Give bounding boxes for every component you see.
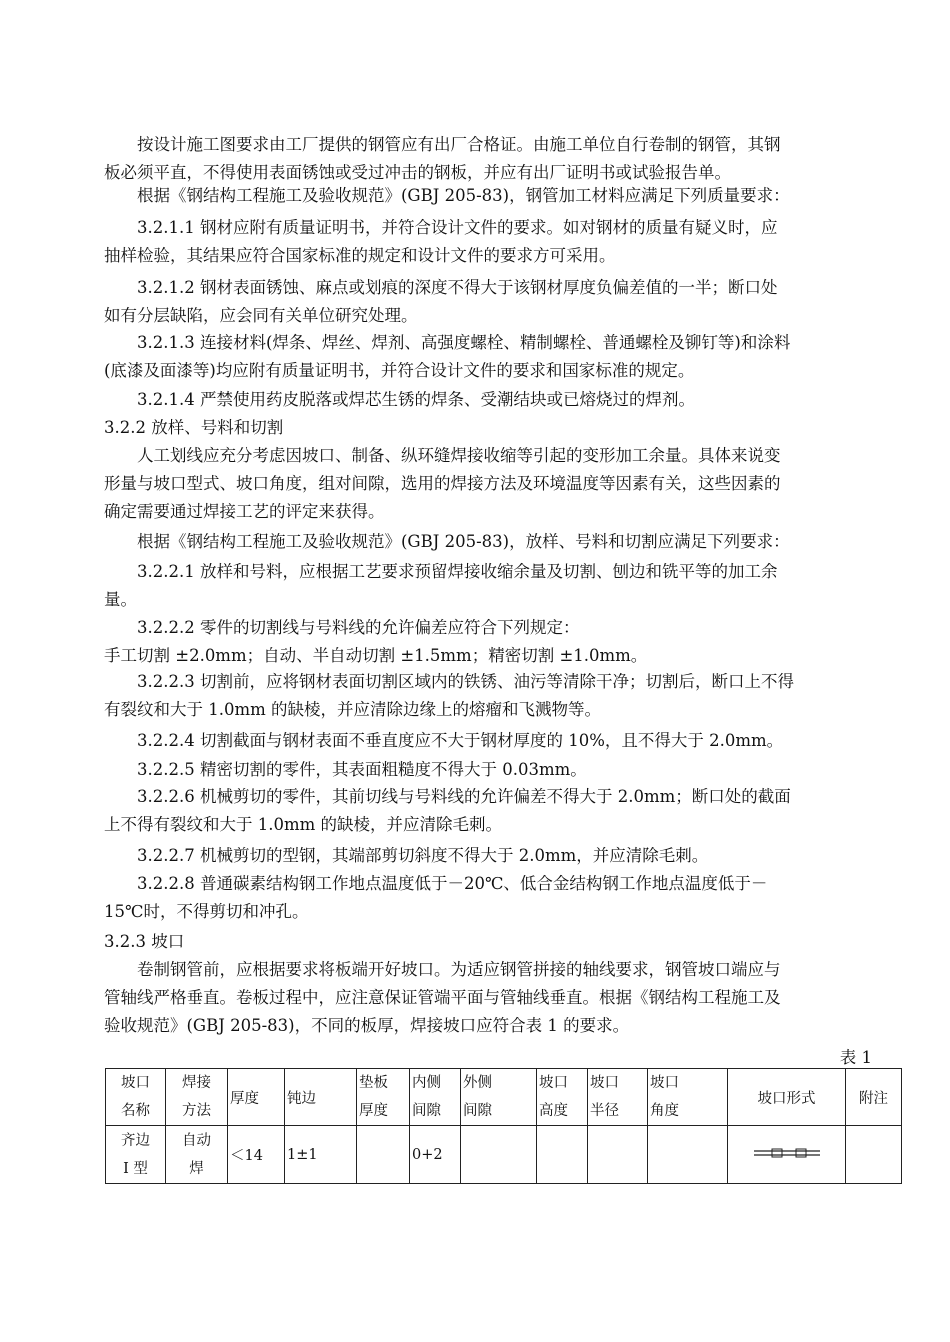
- table-cell-text: I 型: [123, 1160, 148, 1177]
- table-header-cell: [537, 1069, 588, 1126]
- groove-table: [105, 1068, 902, 1184]
- table-row: [106, 1126, 902, 1184]
- table-cell-text: 齐边: [121, 1132, 150, 1149]
- paragraph-line: 3.2.1.3 连接材料(焊条、焊丝、焊剂、高强度螺栓、精制螺栓、普通螺栓及铆钉等)和涂料: [104, 333, 791, 352]
- table-header-cell: [461, 1069, 537, 1126]
- table-header-text: 内侧: [412, 1075, 441, 1091]
- table-header-row: [106, 1069, 902, 1126]
- table-header-text: 名称: [121, 1103, 150, 1119]
- table-header-text: 间隙: [463, 1103, 492, 1119]
- paragraph-line: 根据《钢结构工程施工及验收规范》(GBJ 205-83)，钢管加工材料应满足下列质量要求：: [104, 186, 790, 205]
- table-cell: [166, 1126, 228, 1184]
- table-cell: [648, 1126, 728, 1184]
- paragraph-line: 卷制钢管前，应根据要求将板端开好坡口。为适应钢管拼接的轴线要求，钢管坡口端应与: [104, 960, 781, 979]
- paragraph-line: 3.2.2.6 机械剪切的零件，其前切线与号料线的允许偏差不得大于 2.0mm；断口处的截面: [104, 787, 791, 806]
- table-cell: [588, 1126, 648, 1184]
- table-header-cell: [648, 1069, 728, 1126]
- table-header-text: 坡口形式: [757, 1090, 816, 1107]
- table-header-text: 外侧: [463, 1075, 492, 1091]
- paragraph-line: 板必须平直，不得使用表面锈蚀或受过冲击的钢板，并应有出厂证明书或试验报告单。: [104, 163, 731, 182]
- paragraph-line: 3.2.1.2 钢材表面锈蚀、麻点或划痕的深度不得大于该钢材厚度负偏差值的一半；断口处: [104, 278, 778, 297]
- table-cell: [228, 1126, 285, 1184]
- table-cell: [410, 1126, 461, 1184]
- paragraph-line: 有裂纹和大于 1.0mm 的缺棱，并应清除边缘上的熔瘤和飞溅物等。: [104, 700, 602, 719]
- table-header-cell: [285, 1069, 357, 1126]
- table-cell: [537, 1126, 588, 1184]
- groove-symbol-icon: [752, 1146, 822, 1160]
- table-header-text: 钝边: [287, 1090, 316, 1107]
- paragraph-line: 3.2.2.4 切割截面与钢材表面不垂直度应不大于钢材厚度的 10%，且不得大于 2.0mm。: [104, 731, 784, 750]
- table-header-cell: [846, 1069, 902, 1126]
- paragraph-line: 抽样检验，其结果应符合国家标准的规定和设计文件的要求方可采用。: [104, 246, 616, 265]
- table-cell: [846, 1126, 902, 1184]
- table-header-cell: [357, 1069, 410, 1126]
- table-cell: [461, 1126, 537, 1184]
- table-header-text: 方法: [182, 1103, 211, 1119]
- table-header-text: 半径: [590, 1103, 619, 1119]
- table-header-text: 垫板: [359, 1075, 388, 1091]
- table-header-cell: [728, 1069, 846, 1126]
- table-header-text: 附注: [859, 1090, 888, 1107]
- paragraph-line: 3.2.2.7 机械剪切的型钢，其端部剪切斜度不得大于 2.0mm，并应清除毛刺。: [104, 846, 709, 865]
- paragraph-line: 3.2.2 放样、号料和切割: [104, 418, 284, 437]
- table-header-text: 高度: [539, 1103, 568, 1119]
- paragraph-line: 人工划线应充分考虑因坡口、制备、纵环缝焊接收缩等引起的变形加工余量。具体来说变: [104, 446, 781, 465]
- paragraph-line: 管轴线严格垂直。卷板过程中，应注意保证管端平面与管轴线垂直。根据《钢结构工程施工及: [104, 988, 781, 1007]
- table-cell-text: 自动: [182, 1132, 211, 1149]
- table-header-text: 焊接: [182, 1075, 211, 1091]
- table-header-text: 坡口: [121, 1075, 150, 1091]
- table-cell-text: 1±1: [287, 1146, 318, 1163]
- paragraph-line: 如有分层缺陷，应会同有关单位研究处理。: [104, 306, 418, 325]
- paragraph-line: 3.2.1.4 严禁使用药皮脱落或焊芯生锈的焊条、受潮结块或已熔烧过的焊剂。: [104, 390, 695, 409]
- paragraph-line: 确定需要通过焊接工艺的评定来获得。: [104, 502, 385, 521]
- paragraph-line: 量。: [104, 590, 137, 609]
- table-cell: [285, 1126, 357, 1184]
- table-header-cell: [588, 1069, 648, 1126]
- table-header-text: 坡口: [590, 1075, 619, 1091]
- table-cell-text: ＜14: [230, 1148, 263, 1164]
- table-header-cell: [166, 1069, 228, 1126]
- paragraph-line: 3.2.2.1 放样和号料，应根据工艺要求预留焊接收缩余量及切割、刨边和铣平等的加工余: [104, 562, 778, 581]
- paragraph-line: 验收规范》(GBJ 205-83)，不同的板厚，焊接坡口应符合表 1 的要求。: [104, 1016, 630, 1035]
- paragraph-line: 3.2.2.5 精密切割的零件，其表面粗糙度不得大于 0.03mm。: [104, 760, 587, 779]
- paragraph-line: (底漆及面漆等)均应附有质量证明书，并符合设计文件的要求和国家标准的规定。: [104, 361, 695, 380]
- table-header-text: 坡口: [650, 1075, 679, 1091]
- table-cell: [106, 1126, 166, 1184]
- table-header-text: 厚度: [359, 1103, 388, 1119]
- paragraph-line: 3.2.3 坡口: [104, 932, 185, 951]
- table-header-text: 间隙: [412, 1103, 441, 1119]
- paragraph-line: 形量与坡口型式、坡口角度，组对间隙，选用的焊接方法及环境温度等因素有关，这些因素的: [104, 474, 781, 493]
- table-header-cell: [410, 1069, 461, 1126]
- paragraph-line: 3.2.1.1 钢材应附有质量证明书，并符合设计文件的要求。如对钢材的质量有疑义时，应: [104, 218, 778, 237]
- paragraph-line: 上不得有裂纹和大于 1.0mm 的缺棱，并应清除毛刺。: [104, 815, 503, 834]
- table-container: [105, 1068, 888, 1184]
- table-header-cell: [106, 1069, 166, 1126]
- table-cell: [728, 1126, 846, 1184]
- paragraph-line: 3.2.2.2 零件的切割线与号料线的允许偏差应符合下列规定：: [104, 618, 580, 637]
- table-header-text: 角度: [650, 1103, 679, 1119]
- table-header-text: 厚度: [230, 1090, 259, 1107]
- table-cell: [357, 1126, 410, 1184]
- table-caption: 表 1: [839, 1048, 872, 1067]
- table-cell-text: 0+2: [412, 1146, 443, 1163]
- paragraph-line: 15℃时，不得剪切和冲孔。: [104, 902, 309, 921]
- table-header-cell: [228, 1069, 285, 1126]
- paragraph-line: 根据《钢结构工程施工及验收规范》(GBJ 205-83)，放样、号料和切割应满足下列要求：: [104, 532, 790, 551]
- paragraph-line: 3.2.2.8 普通碳素结构钢工作地点温度低于－20℃、低合金结构钢工作地点温度低于－: [104, 874, 768, 893]
- table-header-text: 坡口: [539, 1075, 568, 1091]
- paragraph-line: 按设计施工图要求由工厂提供的钢管应有出厂合格证。由施工单位自行卷制的钢管，其钢: [104, 135, 781, 154]
- table-cell-text: 焊: [189, 1160, 204, 1177]
- paragraph-line: 手工切割 ±2.0mm；自动、半自动切割 ±1.5mm；精密切割 ±1.0mm。: [104, 646, 648, 665]
- paragraph-line: 3.2.2.3 切割前，应将钢材表面切割区域内的铁锈、油污等清除干净；切割后，断口上不得: [104, 672, 794, 691]
